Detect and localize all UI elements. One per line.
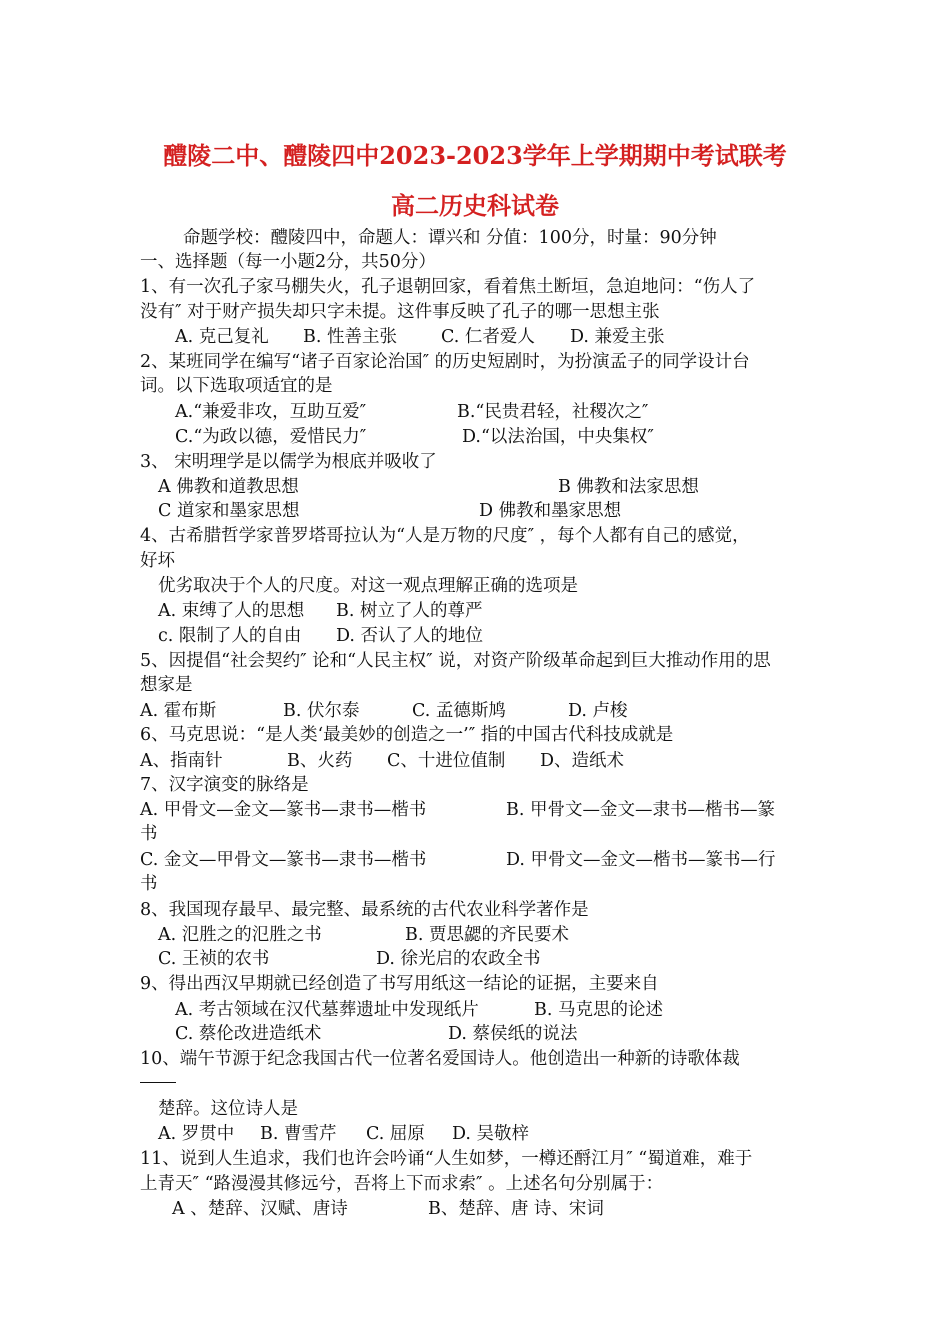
q1-stem-line2: 没有″ 对于财产损失却只字未提。这件事反映了孔子的哪一思想主张	[140, 302, 660, 322]
q7-option-b-wrap: 书	[140, 824, 158, 844]
q9-option-c[interactable]: C. 蔡伦改进造纸术	[175, 1024, 322, 1044]
q1-option-d[interactable]: D. 兼爱主张	[570, 327, 665, 347]
q7-option-d-wrap: 书	[140, 874, 158, 894]
q8-option-d[interactable]: D. 徐光启的农政全书	[376, 949, 541, 969]
q1-option-a[interactable]: A. 克己复礼	[175, 327, 269, 347]
q11-option-b[interactable]: B、楚辞、唐 诗、宋词	[428, 1199, 604, 1219]
q7-option-d[interactable]: D. 甲骨文—金文—楷书—篆书—行	[506, 850, 776, 870]
q10-option-b[interactable]: B. 曹雪芹	[260, 1124, 337, 1144]
q10-stem-line2: 楚辞。这位诗人是	[158, 1099, 298, 1119]
q2-stem-line2: 词。以下选取项适宜的是	[140, 376, 333, 396]
q6-option-d[interactable]: D、造纸术	[540, 751, 625, 771]
q4-option-b[interactable]: B. 树立了人的尊严	[336, 601, 483, 621]
q10-dash	[140, 1082, 176, 1083]
q3-option-a[interactable]: A 佛教和道教思想	[158, 477, 299, 497]
q11-stem-line1: 11、说到人生追求，我们也许会吟诵“人生如梦，一樽还酹江月″ “蜀道难，难于	[140, 1149, 753, 1169]
q6-option-a[interactable]: A、指南针	[140, 751, 223, 771]
q3-option-c[interactable]: C 道家和墨家思想	[158, 501, 300, 521]
q9-stem: 9、得出西汉早期就已经创造了书写用纸这一结论的证据，主要来自	[140, 974, 659, 994]
q3-option-b[interactable]: B 佛教和法家思想	[558, 477, 699, 497]
q5-option-c[interactable]: C. 孟德斯鸠	[412, 701, 506, 721]
q11-stem-line2: 上青天″ “路漫漫其修远兮，吾将上下而求索″ 。上述名句分别属于：	[140, 1174, 664, 1194]
q5-option-d[interactable]: D. 卢梭	[568, 701, 628, 721]
q7-option-b[interactable]: B. 甲骨文—金文—隶书—楷书—篆	[506, 800, 775, 820]
q1-option-b[interactable]: B. 性善主张	[303, 327, 397, 347]
q6-option-c[interactable]: C、十进位值制	[387, 751, 506, 771]
q3-stem: 3、 宋明理学是以儒学为根底并吸收了	[140, 452, 437, 472]
section-heading: 一、选择题（每一小题2分，共50分）	[140, 252, 436, 272]
q1-option-c[interactable]: C. 仁者爱人	[441, 327, 535, 347]
exam-title: 醴陵二中、醴陵四中2023-2023学年上学期期中考试联考	[163, 141, 787, 170]
q5-option-b[interactable]: B. 伏尔泰	[283, 701, 360, 721]
q4-option-d[interactable]: D. 否认了人的地位	[336, 626, 484, 646]
q6-option-b[interactable]: B、火药	[287, 751, 353, 771]
q10-stem-line1: 10、端午节源于纪念我国古代一位著名爱国诗人。他创造出一种新的诗歌体裁	[140, 1049, 740, 1069]
q10-option-a[interactable]: A. 罗贯中	[158, 1124, 235, 1144]
q2-option-d[interactable]: D.“以法治国，中央集权″	[462, 427, 654, 447]
q4-stem-line2: 好坏	[140, 551, 175, 571]
q7-option-c[interactable]: C. 金文—甲骨文—篆书—隶书—楷书	[140, 850, 427, 870]
q5-stem-line2: 想家是	[140, 675, 193, 695]
q4-stem-line3: 优劣取决于个人的尺度。对这一观点理解正确的选项是	[158, 576, 578, 596]
q2-option-c[interactable]: C.“为政以德，爱惜民力″	[175, 427, 367, 447]
q2-option-b[interactable]: B.“民贵君轻，社稷次之″	[457, 402, 649, 422]
q7-option-a[interactable]: A. 甲骨文—金文—篆书—隶书—楷书	[140, 800, 427, 820]
q8-option-a[interactable]: A. 氾胜之的氾胜之书	[158, 925, 322, 945]
exam-subtitle: 高二历史科试卷	[391, 191, 559, 220]
q2-option-a[interactable]: A.“兼爱非攻，互助互爱″	[175, 402, 367, 422]
q4-option-a[interactable]: A. 束缚了人的思想	[158, 601, 305, 621]
q9-option-d[interactable]: D. 蔡侯纸的说法	[448, 1024, 578, 1044]
q7-stem: 7、汉字演变的脉络是	[140, 775, 309, 795]
q3-option-d[interactable]: D 佛教和墨家思想	[479, 501, 622, 521]
q4-option-c[interactable]: c. 限制了人的自由	[158, 626, 302, 646]
q2-stem-line1: 2、某班同学在编写“诸子百家论治国″ 的历史短剧时，为扮演孟子的同学设计台	[140, 352, 750, 372]
q9-option-b[interactable]: B. 马克思的论述	[534, 1000, 663, 1020]
q8-option-b[interactable]: B. 贾思勰的齐民要术	[405, 925, 569, 945]
q1-stem-line1: 1、有一次孔子家马棚失火，孔子退朝回家，看着焦土断垣，急迫地问：“伤人了	[140, 277, 756, 297]
q6-stem: 6、马克思说：“是人类‘最美妙的创造之一’″ 指的中国古代科技成就是	[140, 725, 674, 745]
q5-option-a[interactable]: A. 霍布斯	[140, 701, 217, 721]
q4-stem-line1: 4、古希腊哲学家普罗塔哥拉认为“人是万物的尺度″ ，每个人都有自己的感觉，	[140, 526, 750, 546]
q10-option-d[interactable]: D. 吴敬梓	[452, 1124, 530, 1144]
q8-option-c[interactable]: C. 王祯的农书	[158, 949, 270, 969]
q9-option-a[interactable]: A. 考古领域在汉代墓葬遗址中发现纸片	[175, 1000, 479, 1020]
q11-option-a[interactable]: A 、楚辞、汉赋、唐诗	[172, 1199, 348, 1219]
q10-option-c[interactable]: C. 屈原	[366, 1124, 425, 1144]
exam-info: 命题学校：醴陵四中，命题人：谭兴和 分值：100分，时量：90分钟	[183, 228, 717, 248]
q8-stem: 8、我国现存最早、最完整、最系统的古代农业科学著作是	[140, 900, 589, 920]
q5-stem-line1: 5、因提倡“社会契约″ 论和“人民主权″ 说，对资产阶级革命起到巨大推动作用的思	[140, 651, 771, 671]
